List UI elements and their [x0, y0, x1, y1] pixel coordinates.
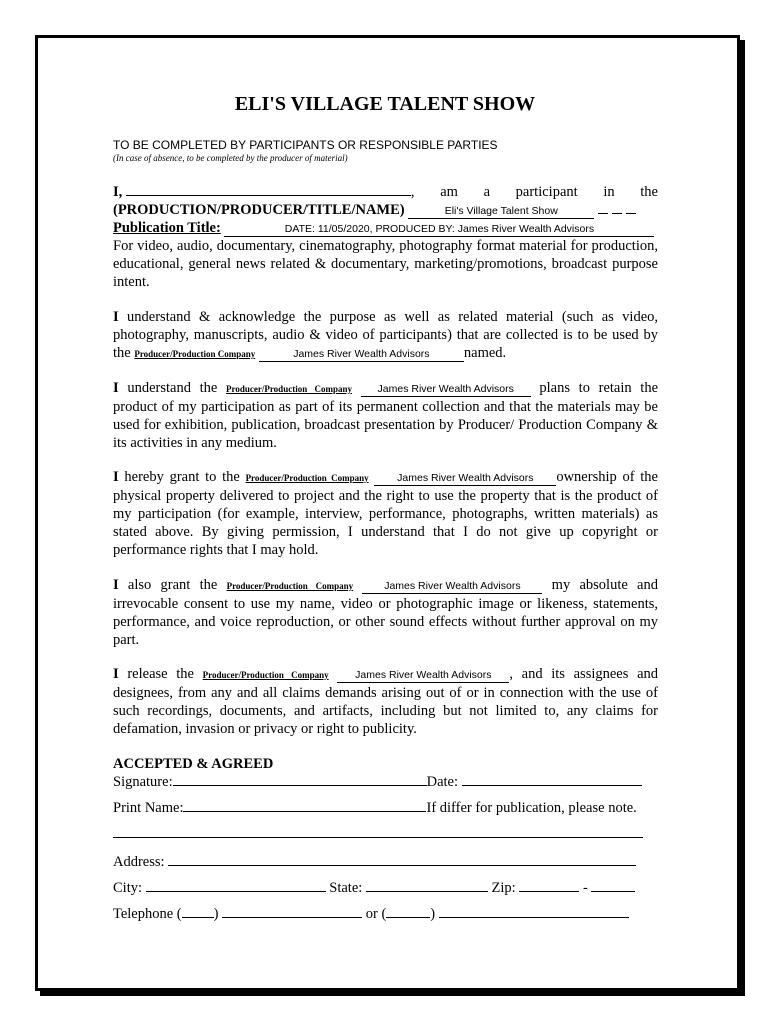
intro-word: am	[440, 184, 458, 200]
city-label: City:	[113, 880, 143, 896]
alt-telephone-field[interactable]	[439, 905, 629, 918]
area-code-field[interactable]	[182, 905, 214, 918]
company-field[interactable]: James River Wealth Advisors	[337, 669, 509, 683]
intro-word: in	[603, 184, 615, 200]
production-label: (PRODUCTION/PRODUCER/TITLE/NAME)	[113, 202, 405, 218]
telephone-row	[113, 905, 658, 923]
page-title: ELI'S VILLAGE TALENT SHOW	[234, 93, 536, 115]
intro-word: participant	[515, 184, 578, 200]
state-field[interactable]	[366, 879, 488, 892]
production-line	[113, 201, 658, 219]
form-subnote: (In case of absence, to be completed by the producer of material)	[113, 153, 348, 163]
company-field[interactable]: James River Wealth Advisors	[361, 383, 531, 397]
print-name-row	[113, 799, 658, 817]
paragraph-grant	[113, 468, 658, 559]
differ-note: If differ for publication, please note.	[426, 800, 637, 816]
company-field[interactable]: James River Wealth Advisors	[374, 472, 556, 486]
paragraph-lead: I	[113, 380, 119, 396]
paragraph-lead: I	[113, 577, 119, 593]
signature-row	[113, 773, 658, 791]
intro-word: a	[483, 184, 490, 200]
company-label: Producer/Production Company	[226, 384, 353, 394]
zip-ext-field[interactable]	[591, 879, 635, 892]
date-label: Date:	[426, 774, 459, 790]
city-field[interactable]	[146, 879, 326, 892]
production-extra-field[interactable]	[612, 201, 622, 214]
paragraph-text: my absolute and irrevocable consent to use my name, video or photographic image or likeness, statements, performance, and voice reproduction, or other sound effects without further approval on my part.	[113, 577, 658, 648]
or-label: or (	[365, 906, 387, 922]
intro-i: I,	[113, 184, 123, 200]
paragraph-lead: I	[113, 666, 119, 682]
form-subtitle: TO BE COMPLETED BY PARTICIPANTS OR RESPONSIBLE PARTIES	[113, 138, 498, 152]
company-field[interactable]: James River Wealth Advisors	[259, 348, 464, 362]
paragraph-lead: I	[113, 309, 119, 325]
address-field[interactable]	[168, 853, 636, 866]
publication-line	[113, 219, 658, 237]
signature-label: Signature:	[113, 774, 173, 790]
paragraph-text: understand the	[118, 380, 227, 396]
intro-line-1: I, , am a participant in the	[113, 184, 658, 200]
paragraph-text: understand & acknowledge the purpose as well as related material (such as video, photography, manuscripts, audio & video of participants) that are collected is to be used by the	[113, 309, 658, 361]
paragraph-text: also grant the	[118, 577, 227, 593]
paragraph-text: named.	[463, 345, 507, 361]
company-label: Producer/Production Company	[134, 349, 256, 359]
production-extra-field[interactable]	[626, 201, 636, 214]
publication-label: Publication Title:	[113, 220, 221, 236]
paragraph-text: hereby grant to the	[118, 469, 246, 485]
intro-paragraph: For video, audio, documentary, cinematography, photography format material for production, educational, general news related & documentary, marketing/promotions, broadcast purpose intent.	[113, 238, 658, 290]
paragraph-retain	[113, 379, 658, 452]
paragraph-text: ownership of the physical property delivered to project and the right to use the property that is the product of my participation (for example, interview, performance, photographs, written materials) as stated above. By giving permission, I understand that I do not give up copyright or performance rights that I may hold.	[113, 469, 658, 558]
address-row	[113, 853, 658, 871]
telephone-field[interactable]	[222, 905, 362, 918]
accepted-heading: ACCEPTED & AGREED	[113, 756, 274, 772]
paragraph-consent	[113, 576, 658, 649]
company-field[interactable]: James River Wealth Advisors	[362, 580, 542, 594]
company-label: Producer/Production Company	[226, 581, 354, 591]
publication-name-field[interactable]	[113, 825, 643, 838]
participant-name-field[interactable]	[126, 183, 411, 196]
production-field[interactable]: Eli's Village Talent Show	[408, 205, 594, 219]
paragraph-text: , and its assignees and designees, from any and all claims demands arising out of or in connection with the use of such recordings, documents, and artifacts, including but not limited to, any claims for defamation, invasion or privacy or right to publicity.	[113, 666, 659, 737]
address-label: Address:	[113, 854, 165, 870]
publication-field[interactable]: DATE: 11/05/2020, PRODUCED BY: James River Wealth Advisors	[224, 223, 654, 237]
print-name-label: Print Name:	[113, 800, 184, 816]
zip-label: Zip:	[491, 880, 516, 896]
date-field[interactable]	[462, 773, 642, 786]
paragraph-release	[113, 665, 658, 738]
paren-close: )	[430, 906, 436, 922]
production-extra-field[interactable]	[598, 201, 608, 214]
paragraph-understand	[113, 308, 658, 363]
city-row	[113, 879, 658, 897]
company-label: Producer/Production Company	[202, 670, 329, 680]
zip-dash: -	[582, 880, 588, 896]
alt-area-code-field[interactable]	[386, 905, 430, 918]
company-label: Producer/Production Company	[245, 473, 369, 483]
telephone-label: Telephone (	[113, 906, 182, 922]
paragraph-lead: I	[113, 469, 119, 485]
paren-close: )	[213, 906, 219, 922]
zip-field[interactable]	[519, 879, 579, 892]
intro-word: the	[640, 184, 658, 200]
extra-line-row	[113, 825, 658, 843]
state-label: State:	[329, 880, 363, 896]
signature-field[interactable]	[173, 773, 427, 786]
paragraph-text: release the	[118, 666, 203, 682]
print-name-field[interactable]	[183, 799, 426, 812]
paragraph-text: plans to retain the product of my participation as part of its permanent collection and that the materials may be used for exhibition, publication, broadcast presentation by Producer/ Production Company & its activities in any medium.	[113, 380, 659, 451]
